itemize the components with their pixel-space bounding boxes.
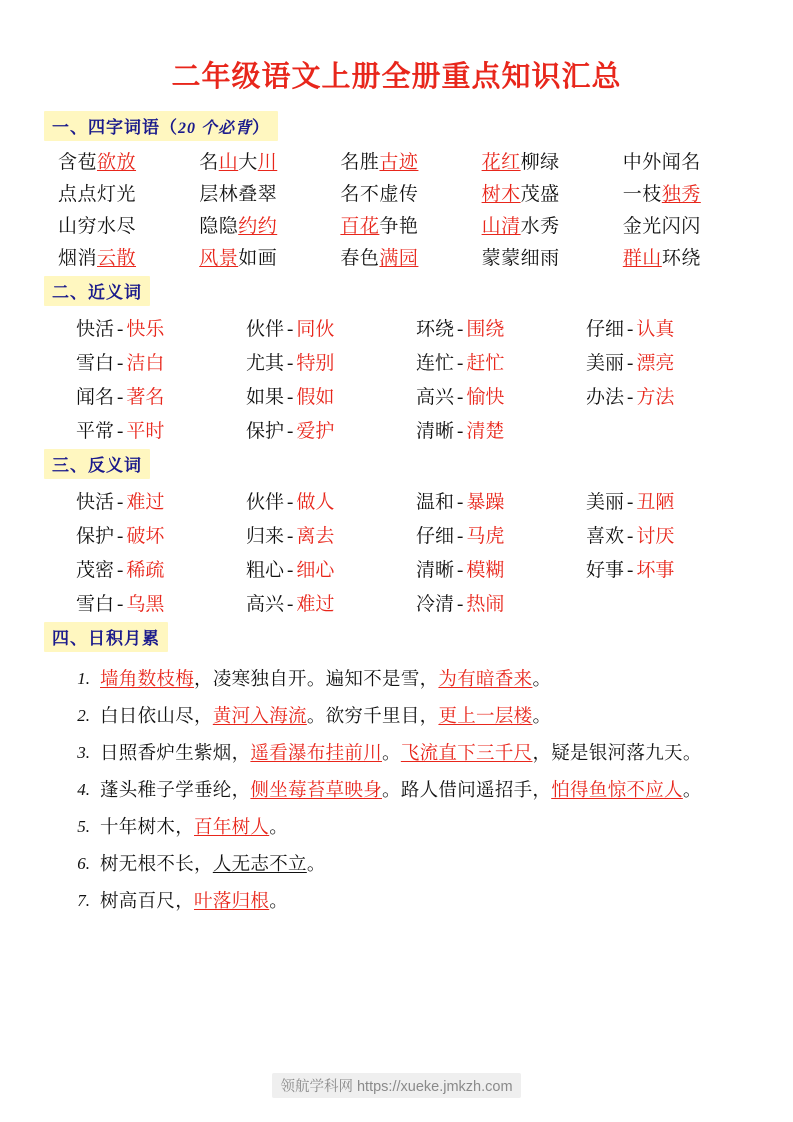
- word-right: 做人: [296, 492, 335, 513]
- synonym-pair: [586, 416, 756, 443]
- synonym-pair: [76, 416, 246, 443]
- word-segment: 一枝: [622, 184, 662, 205]
- antonym-pair: [586, 589, 756, 616]
- word-left: 茂密: [76, 560, 115, 581]
- synonym-pair: [76, 314, 246, 341]
- antonym-pair: [76, 521, 246, 548]
- four-char-word: [340, 243, 481, 270]
- poem-text: [100, 810, 776, 846]
- pair-separator: -: [117, 421, 124, 442]
- poem-segment: 为有暗香来: [438, 670, 533, 690]
- word-left: 平常: [76, 421, 115, 442]
- word-segment: 含苞: [58, 152, 98, 173]
- poem-number: 1.: [77, 669, 90, 688]
- poem-text: [100, 847, 776, 883]
- word-right: 方法: [636, 387, 675, 408]
- pair-separator: -: [287, 526, 294, 547]
- four-char-word: [58, 147, 199, 174]
- pair-separator: -: [457, 387, 464, 408]
- poem-segment: 。路人借问遥招手，: [382, 781, 552, 802]
- pair-separator: -: [457, 421, 464, 442]
- word-right: 清楚: [466, 421, 505, 442]
- word-left: 归来: [246, 526, 285, 547]
- poem-text: [100, 662, 776, 698]
- word-left: 办法: [586, 387, 625, 408]
- word-segment: 中外闻名: [622, 152, 701, 173]
- word-segment: 风景: [199, 248, 239, 269]
- poem-segment: 。欲穷千里目，: [306, 707, 439, 728]
- poem-segment: ，疑是银河落九天。: [532, 744, 702, 765]
- word-right: 特别: [296, 353, 335, 374]
- footer-watermark: [0, 1073, 793, 1098]
- synonym-pair: [246, 348, 416, 375]
- section-heading-four-char-words: [44, 111, 278, 141]
- word-left: 保护: [76, 526, 115, 547]
- word-segment: 山: [218, 152, 239, 173]
- word-segment: 大: [238, 152, 258, 173]
- four-char-word: [482, 243, 623, 270]
- word-right: 破坏: [126, 526, 165, 547]
- four-char-word: [340, 211, 481, 238]
- word-left: 伙伴: [246, 492, 285, 513]
- synonym-pair: [416, 314, 586, 341]
- synonym-pair: [246, 382, 416, 409]
- four-char-word: [340, 147, 481, 174]
- poem-segment: 百年树人: [194, 818, 270, 839]
- four-char-word: [199, 179, 340, 206]
- antonym-pair: [416, 521, 586, 548]
- section1-heading-tail: ）: [252, 118, 271, 137]
- pair-separator: -: [287, 319, 294, 340]
- antonym-pair: [586, 555, 756, 582]
- pair-separator: -: [117, 560, 124, 581]
- word-left: 快活: [76, 319, 115, 340]
- antonym-pair: [246, 589, 416, 616]
- word-left: 清晰: [416, 421, 455, 442]
- word-segment: 云散: [97, 248, 137, 269]
- poem-segment: 怕得鱼惊不应人: [551, 781, 683, 802]
- pair-separator: -: [627, 387, 634, 408]
- pair-separator: -: [117, 319, 124, 340]
- word-segment: 柳绿: [520, 152, 560, 173]
- poem-segment: ，凌寒独自开。遍知不是雪，: [194, 670, 439, 690]
- poem-item: [60, 773, 776, 809]
- word-segment: 山清: [481, 216, 521, 237]
- word-right: 平时: [126, 421, 165, 442]
- antonym-pair: [586, 521, 756, 548]
- word-right: 难过: [126, 492, 165, 513]
- word-left: 高兴: [246, 594, 285, 615]
- poem-text: [100, 736, 776, 772]
- word-right: 坏事: [636, 560, 675, 581]
- word-left: 雪白: [76, 353, 115, 374]
- word-segment: 蒙蒙细雨: [481, 248, 560, 269]
- word-left: 尤其: [246, 353, 285, 374]
- word-segment: 名: [199, 152, 219, 173]
- word-segment: 群山: [622, 248, 662, 269]
- word-right: 洁白: [126, 353, 165, 374]
- antonym-grid: [76, 487, 756, 616]
- word-left: 环绕: [416, 319, 455, 340]
- poem-list: [60, 662, 776, 920]
- pair-separator: -: [117, 594, 124, 615]
- word-right: 丑陋: [636, 492, 675, 513]
- poem-text: [100, 884, 776, 920]
- poem-item: [60, 699, 776, 735]
- word-left: 连忙: [416, 353, 455, 374]
- word-segment: 树木: [481, 184, 521, 205]
- word-segment: 点点灯光: [58, 184, 137, 205]
- pair-separator: -: [457, 594, 464, 615]
- antonym-pair: [246, 487, 416, 514]
- word-right: 愉快: [466, 387, 505, 408]
- antonym-pair: [76, 589, 246, 616]
- word-left: 好事: [586, 560, 625, 581]
- poem-segment: 树高百尺，: [100, 892, 195, 913]
- pair-separator: -: [117, 492, 124, 513]
- four-char-word-grid: [58, 147, 764, 270]
- four-char-word: [199, 243, 340, 270]
- antonym-pair: [416, 589, 586, 616]
- pair-separator: -: [457, 526, 464, 547]
- word-segment: 欲放: [97, 152, 137, 173]
- word-right: 快乐: [126, 319, 165, 340]
- word-right: 模糊: [466, 560, 505, 581]
- word-right: 爱护: [296, 421, 335, 442]
- poem-number: 3.: [77, 743, 90, 763]
- word-left: 美丽: [586, 492, 625, 513]
- synonym-pair: [586, 314, 756, 341]
- poem-number: 6.: [77, 854, 90, 874]
- word-left: 冷清: [416, 594, 455, 615]
- poem-segment: 。: [269, 892, 289, 913]
- poem-segment: 墙角数枝梅: [100, 670, 195, 690]
- poem-segment: 叶落归根: [194, 892, 270, 913]
- pair-separator: -: [117, 387, 124, 408]
- word-right: 离去: [296, 526, 335, 547]
- pair-separator: -: [287, 353, 294, 374]
- four-char-word: [623, 211, 764, 238]
- word-left: 仔细: [416, 526, 455, 547]
- word-segment: 名不虚传: [340, 184, 419, 205]
- section1-heading-text: 一、四字词语（: [52, 118, 178, 137]
- four-char-word: [340, 179, 481, 206]
- pair-separator: -: [457, 353, 464, 374]
- antonym-pair: [416, 487, 586, 514]
- word-left: 粗心: [246, 560, 285, 581]
- word-segment: 独秀: [661, 184, 701, 205]
- poem-segment: 。: [382, 744, 401, 765]
- word-right: 围绕: [466, 319, 505, 340]
- four-char-word: [199, 147, 340, 174]
- page-title: 二年级语文上册全册重点知识汇总: [171, 61, 622, 93]
- poem-segment: 侧坐莓苔草映身: [250, 781, 383, 802]
- poem-segment: 蓬头稚子学垂纶，: [100, 781, 251, 802]
- poem-segment: 黄河入海流: [212, 707, 307, 728]
- synonym-pair: [416, 382, 586, 409]
- pair-separator: -: [287, 421, 294, 442]
- word-right: 乌黑: [126, 594, 165, 615]
- synonym-pair: [246, 314, 416, 341]
- section-heading-antonyms: 三、反义词: [44, 449, 150, 479]
- four-char-word: [482, 211, 623, 238]
- antonym-pair: [76, 487, 246, 514]
- word-segment: 百花: [340, 216, 380, 237]
- pair-separator: -: [117, 526, 124, 547]
- four-char-word: [623, 147, 764, 174]
- word-left: 快活: [76, 492, 115, 513]
- word-segment: 花红: [481, 152, 521, 173]
- pair-separator: -: [457, 560, 464, 581]
- word-segment: 山穷水尽: [58, 216, 137, 237]
- section1-count: 20 个必背: [178, 120, 253, 137]
- poem-segment: 更上一层楼: [438, 707, 533, 728]
- word-left: 喜欢: [586, 526, 625, 547]
- word-segment: 茂盛: [520, 184, 560, 205]
- poem-item: [60, 810, 776, 846]
- section-heading-synonyms: 二、近义词: [44, 276, 150, 306]
- word-segment: 川: [257, 152, 278, 173]
- word-segment: 春色: [340, 248, 380, 269]
- word-left: 伙伴: [246, 319, 285, 340]
- pair-separator: -: [457, 492, 464, 513]
- word-right: 暴躁: [466, 492, 505, 513]
- four-char-word: [623, 179, 764, 206]
- word-right: 难过: [296, 594, 335, 615]
- poem-text: [100, 699, 776, 735]
- word-left: 美丽: [586, 353, 625, 374]
- poem-segment: 。: [532, 707, 552, 728]
- word-right: 马虎: [466, 526, 505, 547]
- synonym-pair: [416, 416, 586, 443]
- pair-separator: -: [287, 560, 294, 581]
- antonym-pair: [246, 521, 416, 548]
- antonym-pair: [76, 555, 246, 582]
- poem-segment: 。: [269, 818, 289, 839]
- poem-segment: 日照香炉生紫烟，: [100, 744, 251, 765]
- pair-separator: -: [117, 353, 124, 374]
- word-segment: 水秀: [520, 216, 560, 237]
- four-char-word: [58, 211, 199, 238]
- pair-separator: -: [627, 319, 634, 340]
- word-left: 闻名: [76, 387, 115, 408]
- word-left: 高兴: [416, 387, 455, 408]
- word-segment: 层林叠翠: [199, 184, 278, 205]
- synonym-pair: [586, 348, 756, 375]
- poem-item: [60, 884, 776, 920]
- word-right: 漂亮: [636, 353, 675, 374]
- synonym-pair: [416, 348, 586, 375]
- word-right: 同伙: [296, 319, 335, 340]
- poem-segment: 。: [306, 855, 326, 876]
- word-right: 细心: [296, 560, 335, 581]
- synonym-pair: [246, 416, 416, 443]
- word-left: 雪白: [76, 594, 115, 615]
- synonym-pair: [586, 382, 756, 409]
- poem-item: [60, 662, 776, 698]
- word-segment: 隐隐: [199, 216, 239, 237]
- pair-separator: -: [287, 594, 294, 615]
- word-left: 清晰: [416, 560, 455, 581]
- antonym-pair: [246, 555, 416, 582]
- four-char-word: [623, 243, 764, 270]
- poem-segment: 十年树木，: [100, 818, 195, 839]
- word-segment: 环绕: [661, 248, 701, 269]
- pair-separator: -: [627, 492, 634, 513]
- watermark-text: 领航学科网 https://xueke.jmkzh.com: [272, 1073, 520, 1098]
- poem-number: 2.: [77, 706, 90, 726]
- pair-separator: -: [287, 387, 294, 408]
- word-right: 讨厌: [636, 526, 675, 547]
- word-right: 假如: [296, 387, 335, 408]
- word-segment: 如画: [238, 248, 278, 269]
- four-char-word: [58, 243, 199, 270]
- word-left: 如果: [246, 387, 285, 408]
- word-right: 赶忙: [466, 353, 505, 374]
- poem-segment: 遥看瀑布挂前川: [250, 744, 383, 765]
- four-char-word: [482, 147, 623, 174]
- word-segment: 古迹: [379, 152, 419, 173]
- pair-separator: -: [457, 319, 464, 340]
- poem-number: 7.: [77, 891, 90, 911]
- poem-segment: 白日依山尽，: [100, 707, 213, 728]
- poem-item: [60, 736, 776, 772]
- pair-separator: -: [627, 526, 634, 547]
- word-left: 温和: [416, 492, 455, 513]
- pair-separator: -: [287, 492, 294, 513]
- word-left: 仔细: [586, 319, 625, 340]
- antonym-pair: [416, 555, 586, 582]
- word-right: 著名: [126, 387, 165, 408]
- word-right: 认真: [636, 319, 675, 340]
- word-segment: 争艳: [379, 216, 419, 237]
- antonym-pair: [586, 487, 756, 514]
- word-segment: 名胜: [340, 152, 380, 173]
- poem-number: 4.: [77, 780, 90, 800]
- poem-segment: 。: [682, 781, 702, 802]
- four-char-word: [58, 179, 199, 206]
- four-char-word: [199, 211, 340, 238]
- synonym-grid: [76, 314, 756, 443]
- poem-number: 5.: [77, 817, 90, 837]
- poem-segment: 树无根不长，: [100, 855, 213, 876]
- poem-segment: 。: [532, 670, 552, 690]
- four-char-word: [482, 179, 623, 206]
- word-left: 保护: [246, 421, 285, 442]
- word-segment: 满园: [379, 248, 419, 269]
- word-right: 稀疏: [126, 560, 165, 581]
- word-segment: 金光闪闪: [622, 216, 701, 237]
- poem-text: [100, 773, 776, 809]
- poem-item: [60, 847, 776, 883]
- synonym-pair: [76, 382, 246, 409]
- pair-separator: -: [627, 353, 634, 374]
- word-segment: 烟消: [58, 248, 98, 269]
- pair-separator: -: [627, 560, 634, 581]
- poem-segment: 飞流直下三千尺: [400, 744, 533, 765]
- synonym-pair: [76, 348, 246, 375]
- word-right: 热闹: [466, 594, 505, 615]
- section-heading-accumulation: 四、日积月累: [44, 622, 168, 652]
- word-segment: 约约: [238, 216, 278, 237]
- poem-segment: 人无志不立: [212, 855, 307, 876]
